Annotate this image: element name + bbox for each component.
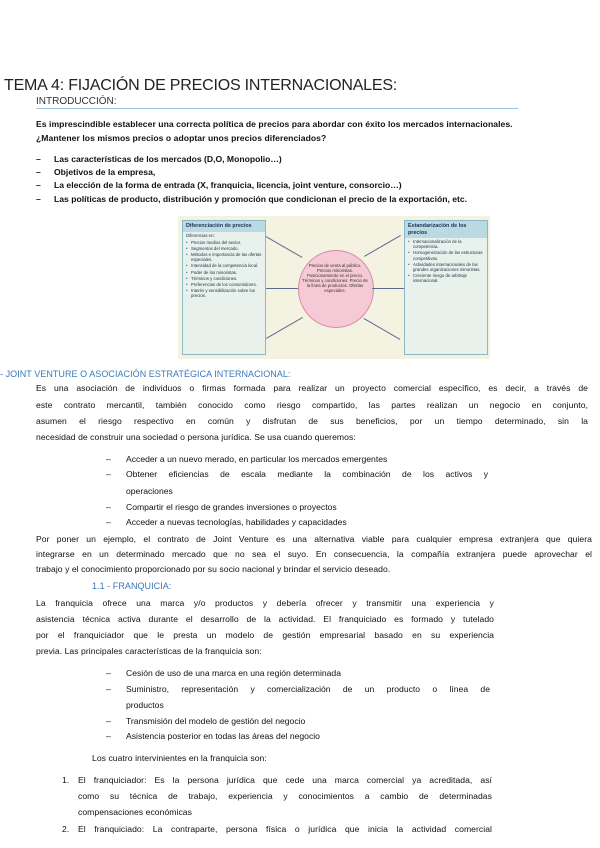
pricing-diagram [178, 216, 490, 359]
intro-text-2: ¿Mantener los mismos precios o adoptar unos precios diferenciados? [36, 133, 327, 143]
standardization-item: • Internacionalización de la competencia. [405, 238, 487, 249]
jv-para-line: asumen el riesgo respectivo en común y disfrutan de sus beneficios, por un tiempo determinado, sin la [36, 416, 588, 426]
jv-bullet-cont: operaciones [126, 486, 173, 496]
jv-para2-line: Por poner un ejemplo, el contrato de Joint Venture es una alternativa viable para cualquier empresa extranjera que quiera [36, 534, 592, 544]
franchise-para-line: previa. Las principales características de la franquicia son: [36, 646, 262, 656]
jv-para2-line: integrarse en un determinado mercado que no sea el suyo. En consecuencia, la compañía extranjera puede aprovechar el [36, 549, 592, 559]
intro-text-1: Es imprescindible establecer una correcta política de precios para abordar con éxito los mercados internacionales. [36, 119, 513, 129]
jv-para-line: necesidad de construir una sociedad o persona jurídica. Se usa cuando queremos: [36, 432, 356, 442]
jv-para-line: este contrato mercantil, también conocido como riesgo compartido, las partes realizan un negocio en conjunto, [36, 400, 588, 410]
numbered-line: como su técnica de trabajo, experiencia y conocimientos a cambio de determinadas [78, 791, 492, 801]
arrow [372, 288, 404, 289]
center-text: Precios de venta al público. Precios minoristas. Posicionamiento en el precio. Términos y condiciones. Precio de la línea de productos. Ofertas especiales. [302, 263, 368, 294]
arrow [364, 235, 401, 257]
franchise-bullet: – Suministro, representación y comercialización de un producto o línea de [106, 684, 490, 694]
differentiation-item: • Términos y condiciones. [183, 275, 265, 281]
intro-bullet: – Las políticas de producto, distribución y promoción que condicionan el precio de la exportación, etc. [36, 194, 468, 204]
numbered-line: El franquiciador: Es la persona jurídica que cede una marca comercial ya acreditada, así [78, 775, 492, 785]
differentiation-item: • Interés y sensibilización sobre los precios. [183, 287, 265, 298]
differentiation-subtitle: Diferencias en: [186, 232, 215, 238]
intro-bullet: – Objetivos de la empresa, [36, 167, 156, 177]
standardization-item: • Actividades internacionales de las grandes organizaciones minoristas. [405, 261, 487, 272]
jv-bullet: – Compartir el riesgo de grandes inversiones o proyectos [106, 502, 337, 512]
differentiation-item: • Precios medios del sector. [183, 239, 265, 245]
franchise-bullet: – Asistencia posterior en todas las áreas del negocio [106, 731, 320, 741]
list-number: 2. [62, 824, 70, 834]
standardization-box [404, 220, 488, 355]
numbered-line: compensaciones económicas [78, 807, 192, 817]
standardization-item: • Creciente riesgo de arbitraje internacional. [405, 272, 487, 283]
arrow [266, 236, 303, 258]
jv-bullet: – Acceder a nuevas tecnologías, habilidades y capacidades [106, 517, 347, 527]
franchise-bullet: – Transmisión del modelo de gestión del negocio [106, 716, 306, 726]
arrow [266, 288, 298, 289]
franchise-para-line: asistencia técnica activa durante el desarrollo de la actividad. El franquiciado es formado y tutelado [36, 614, 494, 624]
differentiation-item: • Segmentos del mercado. [183, 245, 265, 251]
differentiation-item: • Poder de los minoristas. [183, 269, 265, 275]
jv-para-line: Es una asociación de individuos o firmas formada para realizar un proyecto comercial específico, es decir, a través de [36, 383, 588, 393]
differentiation-item: • Intensidad de la competencia local. [183, 262, 265, 268]
franchise-para-line: por el franquiciador que le presta un modelo de gestión empresarial basado en su experiencia [36, 630, 494, 640]
standardization-title: Estandarización de los precios [405, 221, 487, 238]
arrow [364, 318, 401, 340]
differentiation-item: • Métodos e importancia de las ofertas especiales. [183, 251, 265, 262]
differentiation-box [182, 220, 266, 355]
jv-heading: - JOINT VENTURE O ASOCIACIÓN ESTRATÉGICA INTERNACIONAL: [0, 369, 291, 379]
franchise-para-line: La franquicia ofrece una marca y/o productos y debería ofrecer y transmitir una experiencia y [36, 598, 494, 608]
jv-bullet: – Obtener eficiencias de escala mediante la combinación de los activos y [106, 469, 488, 479]
list-number: 1. [62, 775, 70, 785]
differentiation-title: Diferenciación de precios [183, 221, 265, 232]
franchise-bullet-cont: productos [126, 700, 164, 710]
heading-rule [36, 108, 518, 109]
standardization-item: • Homogeneización de las estructuras competitivas. [405, 249, 487, 260]
jv-para2-line: trabajo y el conocimiento proporcionado por su socio nacional y brindar el servicio deseado. [36, 564, 391, 574]
franchise-heading: 1.1 - FRANQUICIA: [92, 581, 172, 591]
differentiation-item: • Preferencias de los consumidores. [183, 281, 265, 287]
intro-heading: INTRODUCCIÓN: [36, 96, 117, 107]
intro-bullet: – Las características de los mercados (D,O, Monopolio…) [36, 154, 282, 164]
page-title: TEMA 4: FIJACIÓN DE PRECIOS INTERNACIONALES: [4, 77, 398, 94]
numbered-line: El franquiciado: La contraparte, persona física o jurídica que inicia la actividad comercial [78, 824, 492, 834]
intro-bullet: – La elección de la forma de entrada (X, franquicia, licencia, joint venture, consorcio…) [36, 180, 402, 190]
franchise-intervinientes: Los cuatro intervinientes en la franquicia son: [92, 753, 267, 763]
arrow [266, 317, 303, 339]
franchise-bullet: – Cesión de uso de una marca en una región determinada [106, 668, 341, 678]
jv-bullet: – Acceder a un nuevo merado, en particular los mercados emergentes [106, 454, 388, 464]
